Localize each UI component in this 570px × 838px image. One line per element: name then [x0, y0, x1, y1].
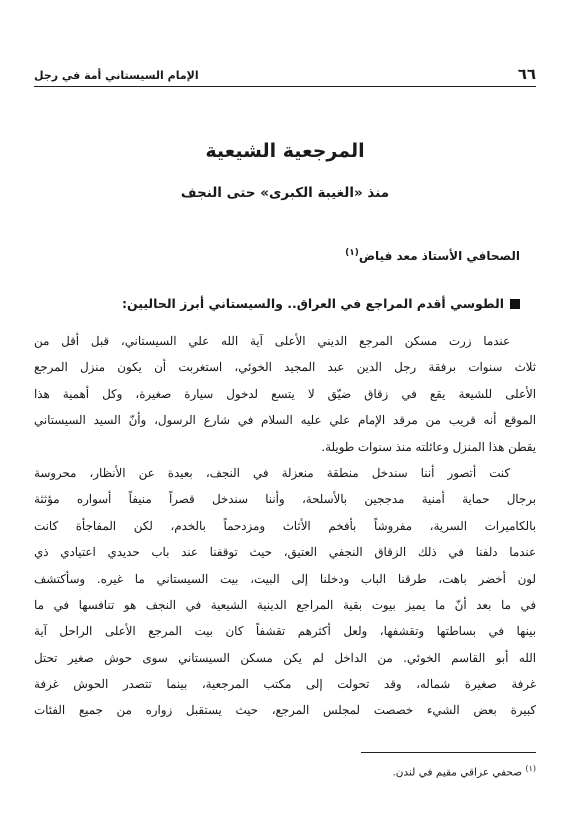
paragraph-line: برجال حماية أمنية مدججين بالأسلحة، وأننا سندخل قصراً منيفاً أسواره مؤثثة — [34, 492, 536, 507]
paragraph-line: الموقع أنه قريب من مرقد الإمام علي عليه السلام في شارع الرسول، وأنّ السيد السيستاني — [34, 413, 536, 428]
footnote-ref: (١) — [525, 764, 536, 773]
paragraph-line: غرفة صغيرة شماله، وقد تحولت إلى مكتب المرجعية، بينما تتصدر الحوش غرفة — [34, 677, 536, 692]
paragraph-line: ثلاث سنوات برفقة رجل الدين عبد المجيد الخوئي، استغربت أن يكون منزل المرجع — [34, 360, 536, 375]
square-bullet-icon — [510, 299, 520, 309]
paragraph-line: يقطن هذا المنزل وعائلته منذ سنوات طويلة. — [321, 439, 536, 454]
paragraph-line: بالكاميرات السرية، مفروشاً بأفخم الأثاث ومزدحماً بالخدم، لكن المفاجأة كانت — [34, 518, 536, 533]
paragraph-line: لون أخضر باهت، طرقنا الباب ودخلنا إلى البيت، بيت السيستاني ما غيره. وسأكتشف — [34, 571, 536, 586]
paragraph-line: عندما دلفنا في ذلك الزقاق النجفي العتيق، حيث توقفنا عند باب حديدي اعتيادي ذي — [34, 545, 536, 560]
paragraph-line: عندما زرت مسكن المرجع الديني الأعلى آية الله علي السيستاني، قبل أقل من — [34, 334, 510, 348]
paragraph-line: في ما بعد أنّ ما يميز بيوت بقية المراجع الدينية الشيعية في النجف هو تنافسها في ما — [34, 597, 536, 612]
chapter-title: المرجعية الشيعية — [205, 140, 365, 162]
footnote — [392, 764, 536, 779]
page-number: ٦٦ — [517, 65, 536, 83]
chapter-subtitle: منذ «الغيبة الكبرى» حتى النجف — [180, 185, 390, 201]
paragraph-line: بينها في بساطتها وتقشفها، ولعل أكثرهم تقشفاً كان بيت المرجع الأعلى الراحل آية — [34, 624, 536, 639]
paragraph-line: كبيرة بعض الشيء خصصت لمجلس المرجع، حيث يستقبل زواره من جميع الفئات — [34, 703, 536, 718]
footnote-divider — [361, 752, 536, 753]
author-footnote-ref: (١) — [345, 248, 359, 258]
running-header-title: الإمام السيستاني أمة في رجل — [34, 69, 199, 82]
footnote-text: صحفي عراقي مقيم في لندن. — [392, 766, 523, 779]
body-text — [34, 328, 536, 724]
section-heading — [122, 296, 520, 311]
author-line — [345, 248, 520, 263]
paragraph-line: كنت أتصور أننا سندخل منطقة منعزلة في النجف، بعيدة عن الأنظار، محروسة — [34, 465, 510, 480]
paragraph-line: الله أبو القاسم الخوئي. من الداخل لم يكن مسكن السيستاني سوى حوش صغير تحتل — [34, 650, 536, 665]
section-heading-text: الطوسي أقدم المراجع في العراق.. والسيستاني أبرز الحاليين: — [121, 296, 504, 311]
paragraph-line: الأعلى للشيعة يقع في زقاق ضيّق لا يتسع لدخول سيارة صغيرة، وكل أهمية هذا — [34, 386, 536, 401]
author-name: الصحافي الأستاذ معد فياض — [358, 249, 520, 263]
running-header — [34, 62, 536, 87]
